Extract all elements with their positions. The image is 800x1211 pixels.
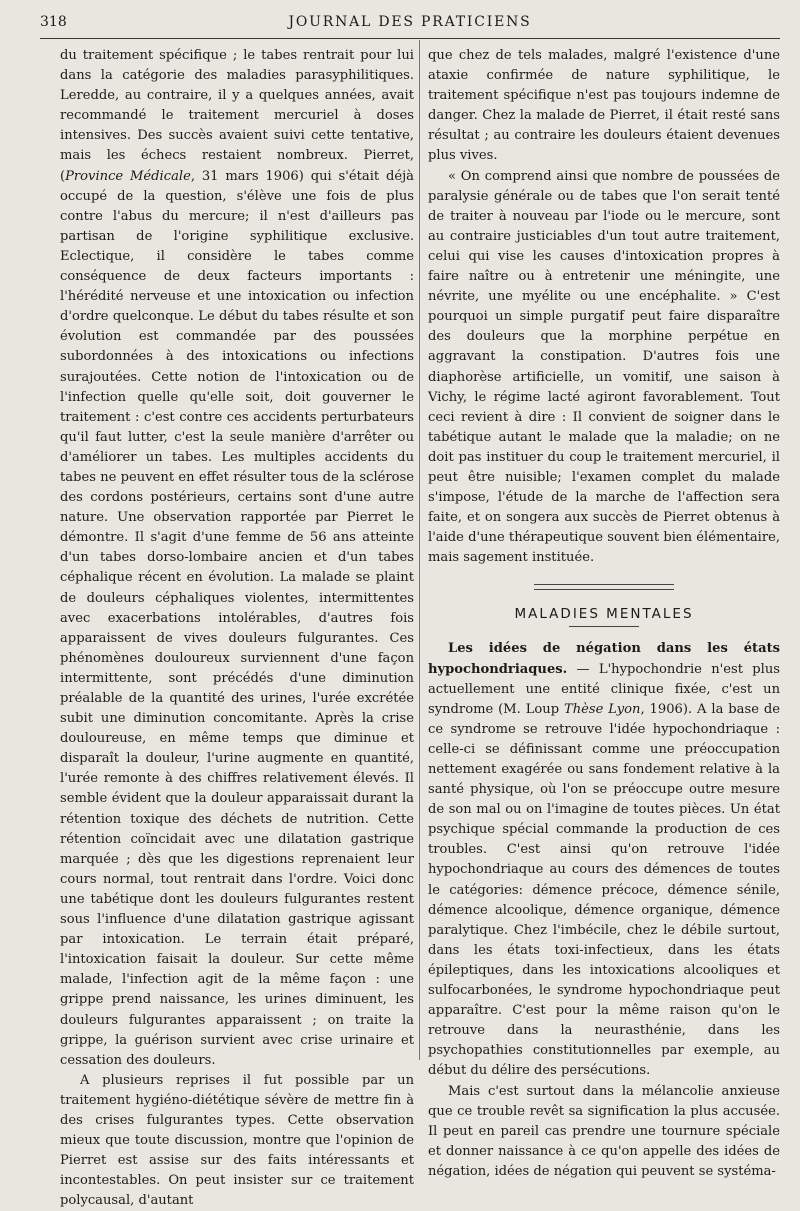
province-medicale-citation: Province Médicale	[65, 168, 191, 184]
right-paragraph-2: « On comprend ainsi que nombre de poussées de paralysie générale ou de tabes que l'on serait tenté de traiter à nouveau par l'iode ou le mercure, sont au contraire justiciables d'un tout autre traitement, celui qui vise les causes d'intoxication propres à faire naître ou à entretenir une méningite, une névrite, une myélite ou une encéphalite. » C'est pourquoi un simple purgatif peut faire disparaître des douleurs que la morphine perpétue en aggravant la constipation. D'autres fois une diaphorèse artificielle, un vomitif, une saison à Vichy, le régime lacté agiront favorablement. Tout ceci revient à dire : Il convient de soigner dans le tabétique autant le malade que la maladie; on ne doit pas instituer du coup le traitement mercuriel, il peut être nuisible; l'examen complet du malade s'impose, l'étude de la marche de l'affection sera faite, et on songera aux succès de Pierret obtenus à l'aide d'une thérapeutique souvent bien élémentaire, mais sagement instituée.	[428, 168, 780, 566]
these-lyon-citation: Thèse Lyon	[564, 701, 641, 717]
left-column	[60, 46, 414, 1211]
left-paragraph-2: A plusieurs reprises il fut possible par un traitement hygiéno-diététique sévère de mettre fin à des crises fulgurantes types. Cette observation mieux que toute discussion, montre que l'opinion de Pierret est assise sur des faits intéressants et incontestables. On peut insister sur ce traitement polycausal, d'autant	[60, 1072, 414, 1209]
article-title: Les idées de négation dans les états hypochondriaques.	[428, 641, 780, 677]
page-header	[40, 14, 780, 38]
right-paragraph-1: que chez de tels malades, malgré l'existence d'une ataxie confirmée de nature syphilitique, le traitement spécifique n'est pas toujours indemne de danger. Chez la malade de Pierret, il était resté sans résultat ; au contraire les douleurs étaient devenues plus vives.	[428, 48, 780, 164]
running-title: JOURNAL DES PRATICIENS	[288, 14, 532, 30]
left-paragraph-1	[60, 46, 414, 1071]
left-p1-text-b: , 31 mars 1906) qui s'était déjà occupé de la question, s'élève une fois de plus contre l'abus du mercure; il n'est d'ailleurs pas partisan de l'origine syphilitique exclusive. Eclectique, il considère le tabes comme conséquence de deux facteurs importants : l'hérédité nerveuse et une intoxication ou infection d'ordre quelconque. Le début du tabes résulte et son évolution est commandée par des poussées subordonnées à des intoxications ou infections surajoutées. Cette notion de l'intoxication ou de l'infection quelle qu'elle soit, doit gouverner le traitement : c'est contre ces accidents perturbateurs qu'il faut lutter, c'est la seule manière d'arrêter ou d'améliorer un tabes. Les multiples accidents du tabes ne peuvent en effet résulter tous de la sclérose des cordons postérieurs, certains sont d'une autre nature. Une observation rapportée par Pierret le démontre. Il s'agit d'une femme de 56 ans atteinte d'un tabes dorso-lombaire ancien et d'un tabes céphalique récent en évolution. La malade se plaint de douleurs céphaliques violentes, intermittentes avec exacerbations intolérables, d'autres fois apparaissent de vives douleurs fulgurantes. Ces phénomènes douloureux surviennent d'une façon intermittente, sont précédés d'une diminution préalable de la quantité des urines, l'urée excrétée subit une diminution concomitante. Après la crise douloureuse, en même temps que diminue et disparaît la douleur, l'urine augmente en quantité, l'urée remonte à des chiffres relativement élevés. Il semble évident que la douleur apparaissait durant la rétention toxique des déchets de nutrition. Cette rétention coïncidait avec une dilatation gastrique marquée ; dès que les digestions reprenaient leur cours normal, tout rentrait dans l'ordre. Voici donc une tabétique dont les douleurs fulgurantes restent sous l'influence d'une dilatation gastrique agissant par intoxication. Le terrain était préparé, l'intoxication faisait la douleur. Sur cette même malade, l'infection agit de la même façon : une grippe prend naissance, les urines diminuent, les douleurs fulgurantes apparaissent ; on traite la grippe, la guérison survient avec crise urinaire et cessation des douleurs.	[60, 168, 414, 1068]
header-rule	[40, 38, 780, 39]
right-column	[428, 46, 780, 1182]
page-number: 318	[40, 14, 67, 30]
section-ornament	[534, 584, 674, 590]
article-paragraph	[428, 639, 780, 1081]
right-paragraph-4: Mais c'est surtout dans la mélancolie anxieuse que ce trouble revêt sa signification la plus accusée. Il peut en pareil cas prendre une tournure spéciale et donner naissance à ce qu'on appelle des idées de négation, idées de négation qui peuvent se systéma-	[428, 1083, 780, 1179]
article-text-b: , 1906). A la base de ce syndrome se retrouve l'idée hypochondriaque : celle-ci se définissant comme une préoccupation nettement exagérée ou sans fondement relative à la santé physique, où l'on se préoccupe outre mesure de son mal ou on l'imagine de toutes pièces. Un état psychique spécial commande la production de ces troubles. C'est ainsi qu'on retrouve l'idée hypochondriaque au cours des démences de toutes le catégories: démence précoce, démence sénile, démence alcoolique, démence organique, démence paralytique. Chez l'imbécile, chez le débile surtout, dans les états toxi-infectieux, dans les états épileptiques, dans les intoxications alcooliques et sulfocarbonées, le syndrome hypochondriaque peut apparaître. C'est pour la même raison qu'on le retrouve dans la neurasthénie, dans les psychopathies constitutionnelles par exemple, au début du délire des persécutions.	[428, 701, 780, 1079]
section-heading: MALADIES MENTALES	[514, 606, 694, 623]
left-p1-text-a: du traitement spécifique ; le tabes rentrait pour lui dans la catégorie des maladies parasyphilitiques. Leredde, au contraire, il y a quelques années, avait recommandé le traitement mercuriel à doses intensives. Des succès avaient suivi cette tentative, mais les échecs restaient nombreux. Pierret, (	[60, 48, 414, 184]
column-divider	[419, 40, 420, 1060]
section-underline	[569, 626, 639, 627]
article-text-a: — L'hypochondrie n'est plus actuellement une entité clinique fixée, c'est un syndrome (M. Loup	[428, 661, 780, 717]
